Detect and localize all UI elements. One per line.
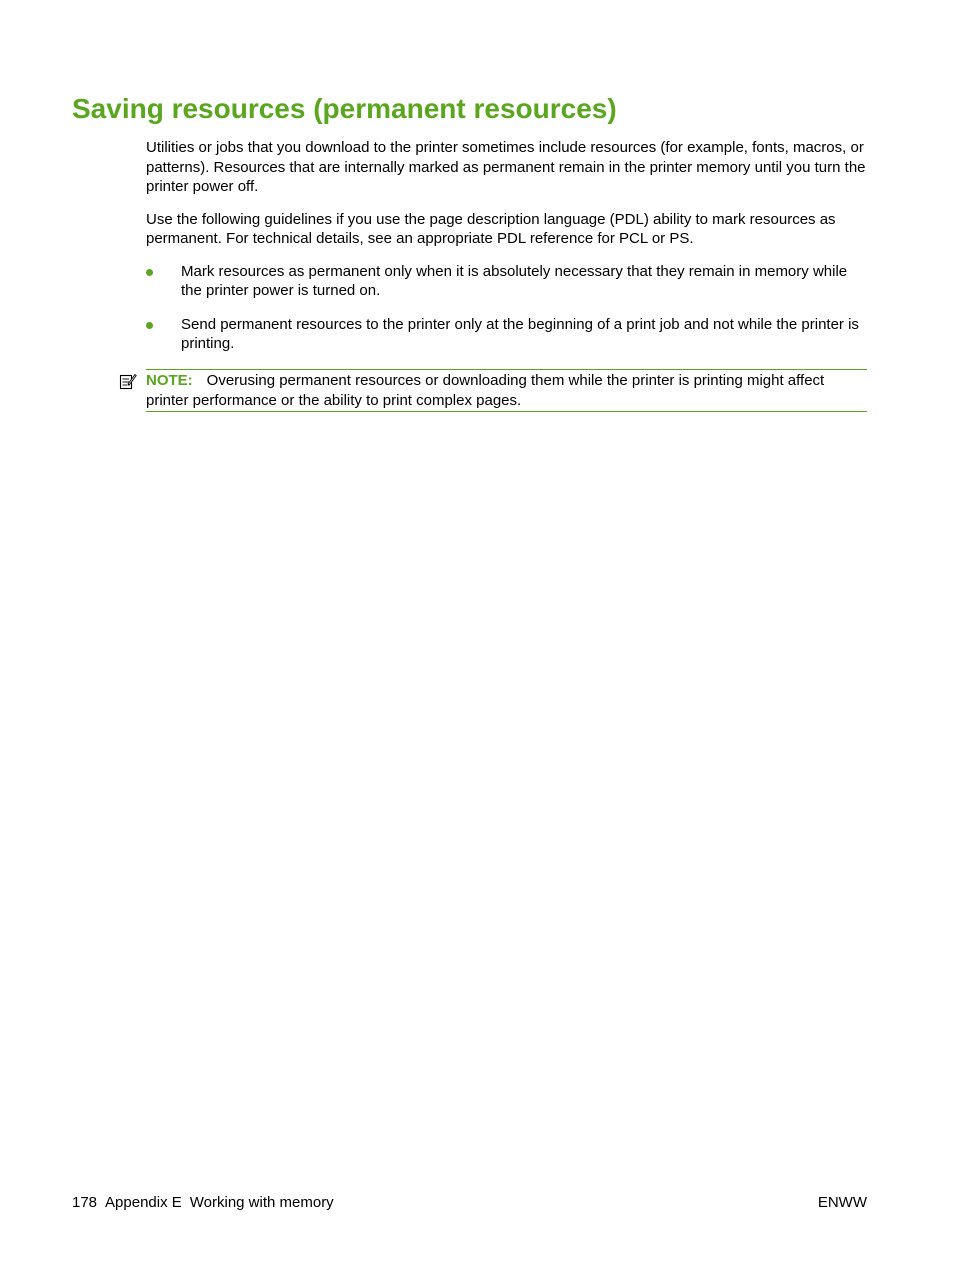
list-item	[146, 315, 867, 354]
body-content	[146, 138, 867, 368]
list-item	[146, 262, 867, 301]
guidelines-list	[146, 262, 867, 354]
note-pencil-icon	[119, 372, 137, 390]
list-item-text: Mark resources as permanent only when it is absolutely necessary that they remain in memory while the printer power is turned on.	[181, 262, 848, 299]
guidelines-paragraph: Use the following guidelines if you use the page description language (PDL) ability to mark resources as permanent. For technical details, see an appropriate PDL reference for PCL or PS.	[146, 210, 836, 247]
footer-right: ENWW	[817, 1194, 867, 1211]
footer-left	[72, 1193, 334, 1212]
note-label: NOTE:	[146, 372, 193, 389]
page-title: Saving resources (permanent resources)	[72, 93, 617, 124]
note-box	[146, 369, 867, 412]
bullet-icon	[146, 322, 153, 329]
list-item-text: Send permanent resources to the printer only at the beginning of a print job and not while the printer is printing.	[181, 315, 859, 352]
footer-chapter: Working with memory	[189, 1194, 334, 1211]
page-number: 178	[72, 1194, 98, 1211]
footer-section: Appendix E	[105, 1194, 182, 1211]
bullet-icon	[146, 269, 153, 276]
intro-paragraph: Utilities or jobs that you download to the printer sometimes include resources (for example, fonts, macros, or patterns). Resources that are internally marked as permanent remain in the printer memory until you turn the printer power off.	[146, 139, 866, 195]
note-text: Overusing permanent resources or downloading them while the printer is printing might affect printer performance or the ability to print complex pages.	[146, 372, 825, 409]
